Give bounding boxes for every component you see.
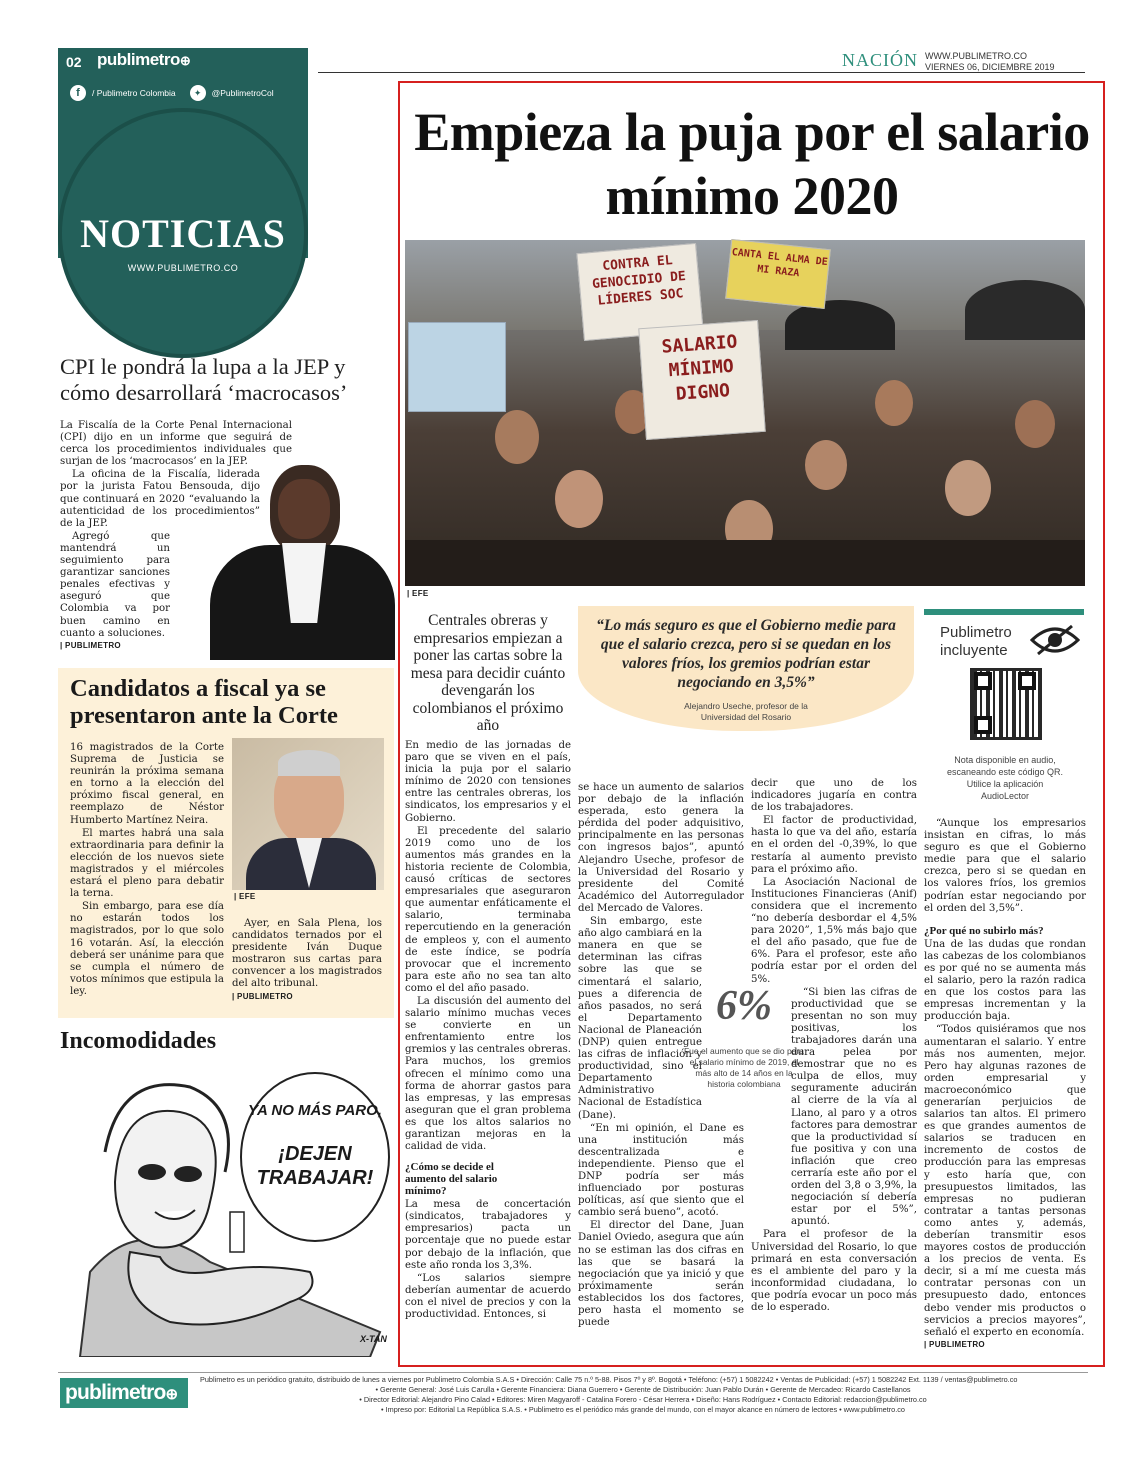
bensouda-photo xyxy=(170,465,395,660)
footer-globe-icon: ⊕ xyxy=(165,1386,178,1403)
main-col1-p2: El precedente del salario 2019 como uno de los aumentos más grandes en la historia reciente de Colombia, causó críticas de sectores empresariales que aseguraron que aumentar enfáticamente el salario, terminaba repercutiendo en la generación de empleos y, con el aumento de este índice, se podría provocar que el incremento para este año no sea tan alto como el del año pasado. xyxy=(405,825,571,994)
cpi-paragraph-3: Agregó que mantendrá un seguimiento para garantizar sanciones penales efectivas y aseguró que Colombia va por buen camino en cuanto a soluciones. xyxy=(60,530,170,639)
main-col4-p2: Una de las dudas que rondan las cabezas de los colombianos es por qué no se aumenta más el salario, pero la razón radica en que los costos para las empresas incrementan y la producción baja. xyxy=(924,938,1086,1023)
cpi-headline: CPI le pondrá la lupa a la JEP y cómo desarrollará ‘macrocasos’ xyxy=(60,354,348,405)
protest-sign-2: SALARIO MÍNIMO DIGNO xyxy=(638,320,766,440)
fiscal-paragraph-1: 16 magistrados de la Corte Suprema de Justicia se reunirán la próxima semana en torno a la elección del próximo fiscal general, en reemplazo de Néstor Humberto Martínez Neira. xyxy=(70,742,224,826)
header-website[interactable]: WWW.PUBLIMETRO.CO xyxy=(925,51,1027,61)
main-photo-credit: | EFE xyxy=(407,589,429,598)
fiscal-credit: | PUBLIMETRO xyxy=(232,991,293,1001)
fiscal-paragraph-2: El martes habrá una sala extraordinaria para definir la elección de los nuevos siete magistrados y el miércoles estará el pleno para debatir la terna. xyxy=(70,827,224,900)
main-subhead-1: ¿Cómo se decide el aumento del salario mínimo? xyxy=(405,1161,498,1198)
footer-rule xyxy=(58,1372,1088,1373)
main-col3-p2: El factor de productividad, hasta lo que va del año, estaría en el orden del -0,39%, lo que restaría al aumento previsto para el próximo año. xyxy=(751,815,917,875)
incluyente-bar xyxy=(924,609,1084,615)
main-col1-p3: La discusión del aumento del salario mínimo muchas veces se convierte en un enfrentamiento entre los gremios y las centrales obreras. Para muchos, los gremios ofrecen el mínimo como una forma de ahorrar gastos para las empresas, y las empresas aseguran que el gran problema es que los altos salarios no garantizan mejoras en la calidad de vida. xyxy=(405,995,571,1153)
main-col1-p4: La mesa de concertación (sindicatos, trabajadores y empresarios) pacta un porcentaje que no puede estar por debajo de la inflación, que este año ronda los 3,3%. xyxy=(405,1199,571,1271)
main-col2-p3: “En mi opinión, el Dane es una institución más descentralizada e independiente. Pienso que el DNP podría ser más influenciado por posturas políticas, así que siento que el cambio será bueno”, acotó. xyxy=(578,1122,744,1219)
header-date: VIERNES 06, DICIEMBRE 2019 xyxy=(925,62,1055,72)
twitter-handle[interactable]: @PublimetroCol xyxy=(211,88,274,98)
cpi-credit: | PUBLIMETRO xyxy=(60,640,121,650)
globe-icon: ⊕ xyxy=(179,53,191,68)
stat-caption: Fue el aumento que se dio para el salario mínimo de 2019, el más alto de 14 años en la historia colombiana xyxy=(683,1046,805,1089)
incluyente-title-1: Publimetro xyxy=(940,624,1012,641)
main-headline: Empieza la puja por el salario mínimo 2020 xyxy=(414,102,1090,226)
main-col1-p1: En medio de las jornadas de paro que se viven en el país, inicia la puja por el salario mínimo de 2020 con tensiones entre las centrales obreras, los sindicatos, los empresarios y el Gobierno. xyxy=(405,740,571,824)
main-col3-p4: “Si bien las cifras de productividad que se presentan no son muy positivas, los trabajadores darán una dura pelea por demostrar que no es culpa de ellos, muy seguramente aducirán al cierre de la vía al Llano, al paro y a otros factores para demostrar que la productividad sí fue positiva y con una inflación que creo cerraría este año por el orden del 3,8 o 3,9%, la negociación sí debería estar por el 5%”, apuntó. xyxy=(791,986,917,1228)
cartoon-illustration xyxy=(60,1062,396,1357)
cartoon-bubble-line-2: ¡DEJEN TRABAJAR! xyxy=(256,1143,374,1189)
protest-sign-1: CONTRA EL GENOCIDIO DE LÍDERES SOC xyxy=(576,243,703,341)
footer-logo: publimetro⊕ xyxy=(60,1378,188,1408)
fiscal-headline: Candidatos a fiscal ya se presentaron ante la Corte xyxy=(70,675,338,729)
main-col4-p3: “Todos quisiéramos que nos aumentaran el salario. Y entre más nos aumenten, mejor. Pero hay algunas razones de orden empresarial y macroeconómico que generarían perjuicios de salarios tan altos. El primero es que grandes aumentos de salarios se traducen en incremento de costos de producción para las empresas y esto haría que, con presupuestos limitados, las empresas no pudieran contratar a tantas personas como antes y, además, deberían transmitir esos mayores costos de producción a los precios de venta. Es decir, si a mí me cuesta más contratar personas con un presupuesto dado, entonces debo vender mis productos o servicios a precios mayores”, señaló el experto en economía. xyxy=(924,1024,1086,1338)
main-col3-p3: La Asociación Nacional de Instituciones Financieras (Anif) considera que el incremento “no debería desbordar el 4,5% para 2020”, 1,5% más bajo que el del año pasado, que fue de 6%. Para el profesor, este año podría estar por el orden del 5%. xyxy=(751,876,917,985)
main-col-3 xyxy=(751,778,917,1315)
social-row xyxy=(70,84,300,102)
incluyente-title-2: incluyente xyxy=(940,642,1008,659)
main-col2-p1: se hace un aumento de salarios por debajo de la inflación esperada, esto genera la pérdida del poder adquisitivo, principalmente en las personas con ingresos bajos”, apuntó Alejandro Useche, profesor de la Universidad del Rosario y presidente del Comité Académico del Autorregulador del Mercado de Valores. xyxy=(578,782,744,914)
cartoon-bubble-line-1: YA NO MÁS PARO, xyxy=(248,1102,382,1119)
incluyente-text: Nota disponible en audio, escaneando este código QR. Utilice la aplicación AudioLector xyxy=(946,755,1064,801)
footer-line-2: • Gerente General: José Luis Carulla • Gerente Financiera: Diana Guerrero • Gerente de Distribución: Juan Pablo Durán • Gerente de Mercadeo: Ricardo Castellanos xyxy=(375,1385,911,1394)
main-col4-p1: “Aunque los empresarios insistan en cifras, lo más seguro es que el Gobierno medie para que el salario crezca, pero si se quedan en los valores fríos, los gremios podrían estar negociando por el orden del 3,5%”. xyxy=(924,818,1086,914)
main-col3-p1: decir que uno de los indicadores jugaría en contra de los trabajadores. xyxy=(751,778,917,814)
main-quote: “Lo más seguro es que el Gobierno medie para que el salario crezca, pero si se quedan en los valores fríos, los gremios podrían estar negociando en 3,5%” xyxy=(596,617,896,691)
fiscal-photo-credit: | EFE xyxy=(234,892,256,901)
fiscal-text-col2 xyxy=(232,918,382,1001)
main-col1-p5: “Los salarios siempre deberían aumentar de acuerdo con el nivel de precios y con la productividad. Entonces, si xyxy=(405,1272,571,1321)
footer-line-1: Publimetro es un periódico gratuito, distribuido de lunes a viernes por Publimetro Colombia S.A.S • Dirección: Calle 75 n.º 5-88. Pisos 7º y 8º. Bogotá • Teléfono: (+57) 1 5082242 • Ventas de Publicidad: (+57) 1 5082242 Ext. 1139 / ventas@publimetro.co xyxy=(200,1375,1018,1384)
facebook-icon[interactable]: f xyxy=(70,85,86,101)
twitter-icon[interactable]: ✦ xyxy=(190,85,206,101)
ear-icon xyxy=(1030,622,1080,658)
footer-line-4: • Impreso por: Editorial La República S.A.S. • Publimetro es el periódico más grande del mundo, con el mayor alcance en número de lectores • www.publimetro.co xyxy=(381,1405,905,1414)
cpi-paragraph-2: La oficina de la Fiscalía, liderada por la jurista Fatou Bensouda, dijo que continuará en 2020 “evaluando la autenticidad de los procedimientos” de la JEP. xyxy=(60,469,260,529)
protest-sign-3: CANTA EL ALMA DE MI RAZA xyxy=(725,239,831,309)
fiscal-text-col1 xyxy=(70,742,224,999)
qr-finder-3 xyxy=(974,716,992,734)
main-col2-p4: El director del Dane, Juan Daniel Oviedo, asegura que aún no se estiman las dos cifras en las que se basará la negociación que ya inició y que próximamente serán establecidos los dos factores, pero hasta el momento se puede xyxy=(578,1220,744,1329)
footer-line-3: • Director Editorial: Alejandro Pino Calad • Editores: Miren Magyaroff - Catalina Forero - César Herrera • Diseño: Hans Rodríguez • Contacto Editorial: redaccion@publimetro.co xyxy=(359,1395,927,1404)
qr-finder-1 xyxy=(974,672,992,690)
cartoon-title: Incomodidades xyxy=(60,1028,217,1054)
main-deck: Centrales obreras y empresarios empiezan a poner las cartas sobre la mesa para decidir cuánto devengarán los colombianos el próximo año xyxy=(410,612,566,734)
section-label: NACIÓN xyxy=(842,50,918,70)
cpi-paragraph-1: La Fiscalía de la Corte Penal Internacional (CPI) dijo en un informe que seguirá de cerca los procedimientos individuales que surjan de los ‘macrocasos’ en la JEP. xyxy=(60,420,292,468)
brand-logo-small: publimetro⊕ xyxy=(97,50,191,69)
header-rule xyxy=(318,72,1085,73)
fiscal-paragraph-4: Ayer, en Sala Plena, los candidatos ternados por el presidente Iván Duque mostraron sus cartas para convencer a los magistrados del alto tribunal. xyxy=(232,918,382,990)
fiscal-paragraph-3: Sin embargo, para ese día no estarán todos los magistrados, por lo que solo 16 votarán. Así, la elección deberá ser unánime para que se cumpla el número de votos mínimos que estipula la ley. xyxy=(70,901,224,997)
facebook-handle[interactable]: / Publimetro Colombia xyxy=(92,88,176,98)
cartoon-signature: X-TAN xyxy=(360,1334,387,1344)
main-col-1 xyxy=(405,740,571,1322)
stat-value: 6% xyxy=(716,983,772,1029)
main-col2-p2: Sin embargo, este año algo cambiará en la manera en que se determinan las cifras sobre las que se cimentará el salario, pues a diferencia de años pasados, no será el Departamento Nacional de Planeación (DNP) quien entregue las cifras de inflación y productividad, sino el Departamento Administrativo Nacional de Estadística (Dane). xyxy=(578,916,702,1121)
protest-sign-blue xyxy=(408,322,506,412)
main-col3-p5: Para el profesor de la Universidad del Rosario, lo que primará en esta conversación es el ambiente del paro y la inconformidad ciudadana, lo que podría evocar un poco más de lo esperado. xyxy=(751,1229,917,1314)
masthead-title: NOTICIAS xyxy=(80,211,286,256)
qr-finder-2 xyxy=(1018,672,1036,690)
main-credit: | PUBLIMETRO xyxy=(924,1339,985,1349)
footer-credits xyxy=(200,1375,1086,1415)
quote-author: Alejandro Useche, profesor de la Universidad del Rosario xyxy=(684,701,808,722)
main-col-4 xyxy=(924,818,1086,1349)
main-subhead-2: ¿Por qué no subirlo más? xyxy=(924,924,1044,937)
martinez-photo xyxy=(232,738,384,890)
page-number: 02 xyxy=(66,54,82,70)
masthead-url[interactable]: WWW.PUBLIMETRO.CO xyxy=(127,263,239,273)
